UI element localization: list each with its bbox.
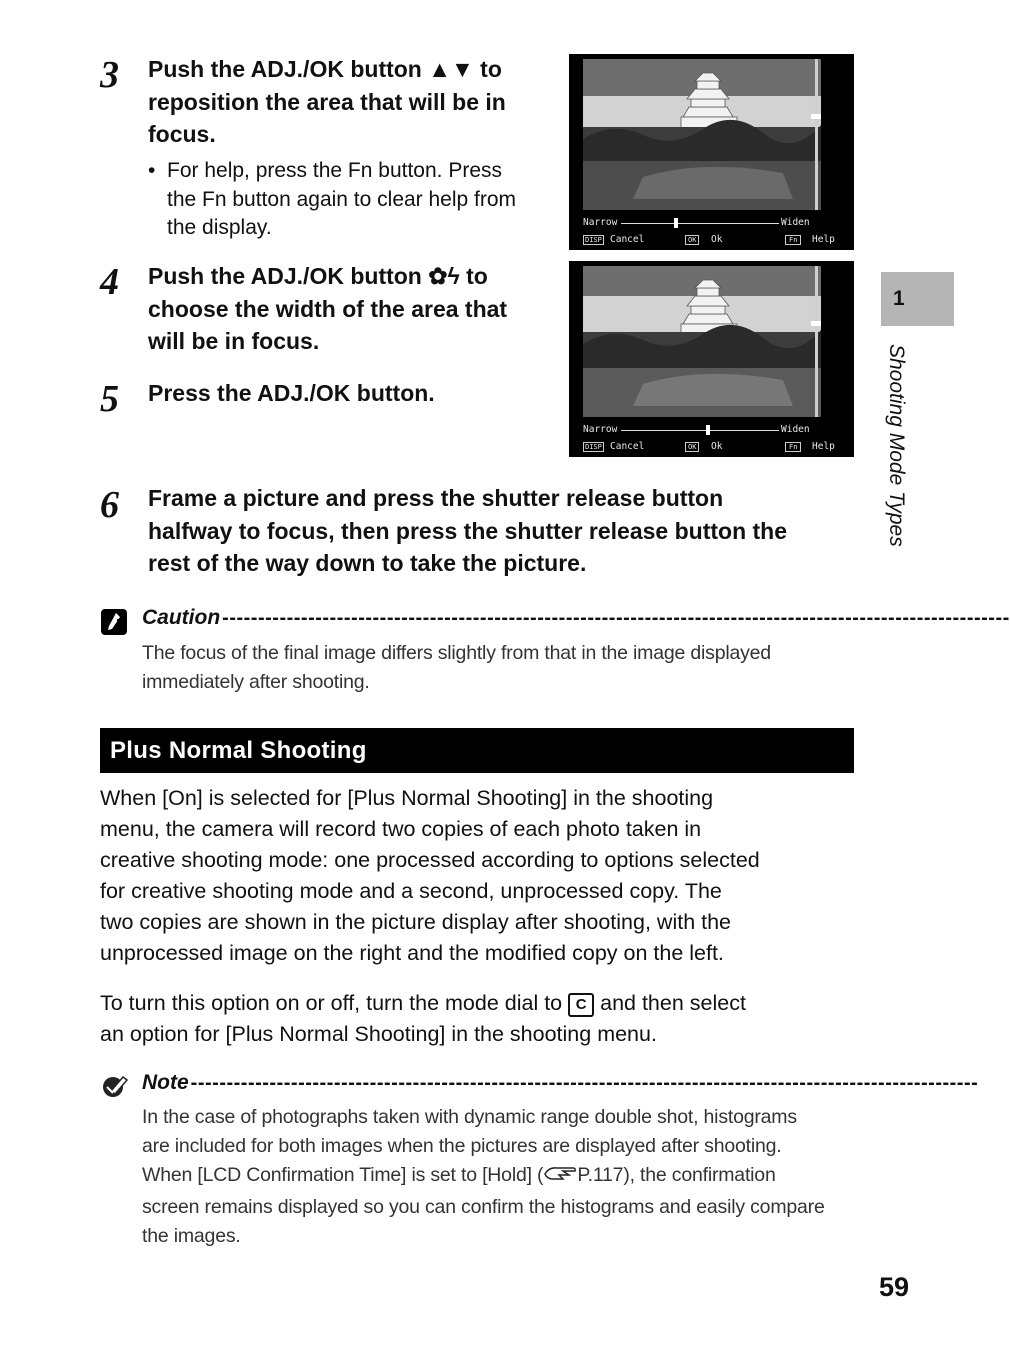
body-line: unprocessed image on the right and the modified copy on the left. — [100, 941, 724, 965]
body-paragraph-1 — [100, 783, 860, 969]
section-header — [100, 728, 854, 773]
page-number: 59 — [879, 1272, 910, 1302]
camera-preview-image — [583, 59, 821, 210]
body-line: for creative shooting mode and a second, unprocessed copy. The — [100, 879, 722, 903]
ok-label: Ok — [711, 234, 723, 245]
narrow-label: Narrow — [583, 424, 618, 435]
step-4-number: 4 — [100, 261, 119, 303]
step-4-line: choose the width of the area that — [148, 295, 508, 322]
body-text: and then select — [600, 991, 746, 1015]
body-line: When [On] is selected for [Plus Normal Shooting] in the shooting — [100, 786, 714, 810]
help-label: Help — [812, 441, 835, 452]
note-line: In the case of photographs taken with dynamic range double shot, histograms — [142, 1106, 797, 1128]
step-4-text — [148, 260, 558, 358]
bullet-dot: • — [148, 159, 156, 182]
narrow-label: Narrow — [583, 217, 618, 228]
fn-key-icon: Fn — [785, 235, 801, 245]
note-line: screen remains displayed so you can confirm the histograms and easily compare — [142, 1196, 825, 1218]
widen-label: Widen — [781, 424, 810, 435]
chapter-tab — [881, 272, 954, 326]
chapter-number: 1 — [893, 287, 905, 310]
width-slider-track — [621, 223, 779, 224]
caution-header — [142, 606, 1010, 630]
note-line: are included for both images when the pictures are displayed after shooting. — [142, 1135, 782, 1157]
camera-screen-2 — [569, 261, 854, 457]
note-divider: -------------------------------------------------------------------------------------------------------------- — [190, 1072, 979, 1094]
bullet-line: For help, press the Fn button. Press — [167, 159, 502, 182]
step-6-line: halfway to focus, then press the shutter release button the — [148, 517, 788, 544]
note-text-segment: When [LCD Confirmation Time] is set to [Hold] ( — [142, 1164, 544, 1186]
note-text-segment: P.117), the confirmation — [577, 1164, 776, 1186]
creative-mode-icon: C — [568, 993, 594, 1017]
camera-screen-1 — [569, 54, 854, 250]
cancel-label: Cancel — [610, 441, 645, 452]
ok-key-icon: OK — [685, 235, 699, 245]
step-3-line: Push the ADJ./OK button ▲▼ to — [148, 56, 502, 82]
step-6-line: Frame a picture and press the shutter release button — [148, 485, 724, 511]
body-paragraph-2 — [100, 988, 860, 1050]
castle-photo — [583, 59, 821, 210]
step-6-line: rest of the way down to take the picture. — [148, 550, 587, 576]
step-5-text: Press the ADJ./OK button. — [148, 380, 435, 406]
width-slider-track — [621, 430, 779, 431]
width-slider-thumb — [674, 218, 678, 228]
step-6-number: 6 — [100, 484, 119, 526]
note-title: Note — [142, 1071, 189, 1094]
ok-key-icon: OK — [685, 442, 699, 452]
bullet-line: the display. — [167, 216, 272, 239]
section-title: Plus Normal Shooting — [110, 737, 367, 764]
note-line: the images. — [142, 1225, 241, 1247]
body-line: two copies are shown in the picture display after shooting, with the — [100, 910, 732, 934]
step-4-line: will be in focus. — [148, 328, 320, 354]
caution-text — [142, 639, 854, 697]
caution-line: The focus of the final image differs slightly from that in the image displayed — [142, 642, 771, 664]
camera-preview-image — [583, 266, 821, 417]
body-text: To turn this option on or off, turn the mode dial to — [100, 991, 563, 1015]
step-3-text — [148, 53, 558, 151]
page-reference-icon — [543, 1164, 577, 1193]
note-header — [142, 1071, 979, 1095]
caution-divider: -------------------------------------------------------------------------------------------------------------- — [222, 607, 1010, 629]
step-4-line: Push the ADJ./OK button ✿ϟ to — [148, 263, 488, 289]
chapter-title-text: Shooting Mode Types — [885, 344, 908, 547]
disp-key-icon: DISP — [585, 236, 602, 244]
body-line: creative shooting mode: one processed according to options selected — [100, 848, 760, 872]
widen-label: Widen — [781, 217, 810, 228]
width-slider-thumb — [706, 425, 710, 435]
ok-label: Ok — [711, 441, 723, 452]
caution-icon — [101, 609, 127, 635]
step-6-text — [148, 482, 848, 580]
disp-key-icon: DISP — [585, 443, 602, 451]
caution-line: immediately after shooting. — [142, 671, 370, 693]
fn-key-icon: Fn — [785, 442, 801, 452]
note-text — [142, 1103, 854, 1251]
step-3-bullet — [148, 157, 558, 243]
chapter-title — [872, 344, 912, 574]
castle-photo — [583, 266, 821, 417]
help-label: Help — [812, 234, 835, 245]
step-3-number: 3 — [100, 54, 119, 96]
body-line: menu, the camera will record two copies of each photo taken in — [100, 817, 702, 841]
step-3-line: focus. — [148, 121, 216, 147]
body-line: an option for [Plus Normal Shooting] in the shooting menu. — [100, 1022, 657, 1046]
step-3-line: reposition the area that will be in — [148, 88, 506, 115]
cancel-label: Cancel — [610, 234, 645, 245]
caution-title: Caution — [142, 606, 221, 629]
step-5-number: 5 — [100, 378, 119, 420]
note-icon — [101, 1072, 129, 1100]
bullet-line: the Fn button again to clear help from — [167, 187, 517, 211]
